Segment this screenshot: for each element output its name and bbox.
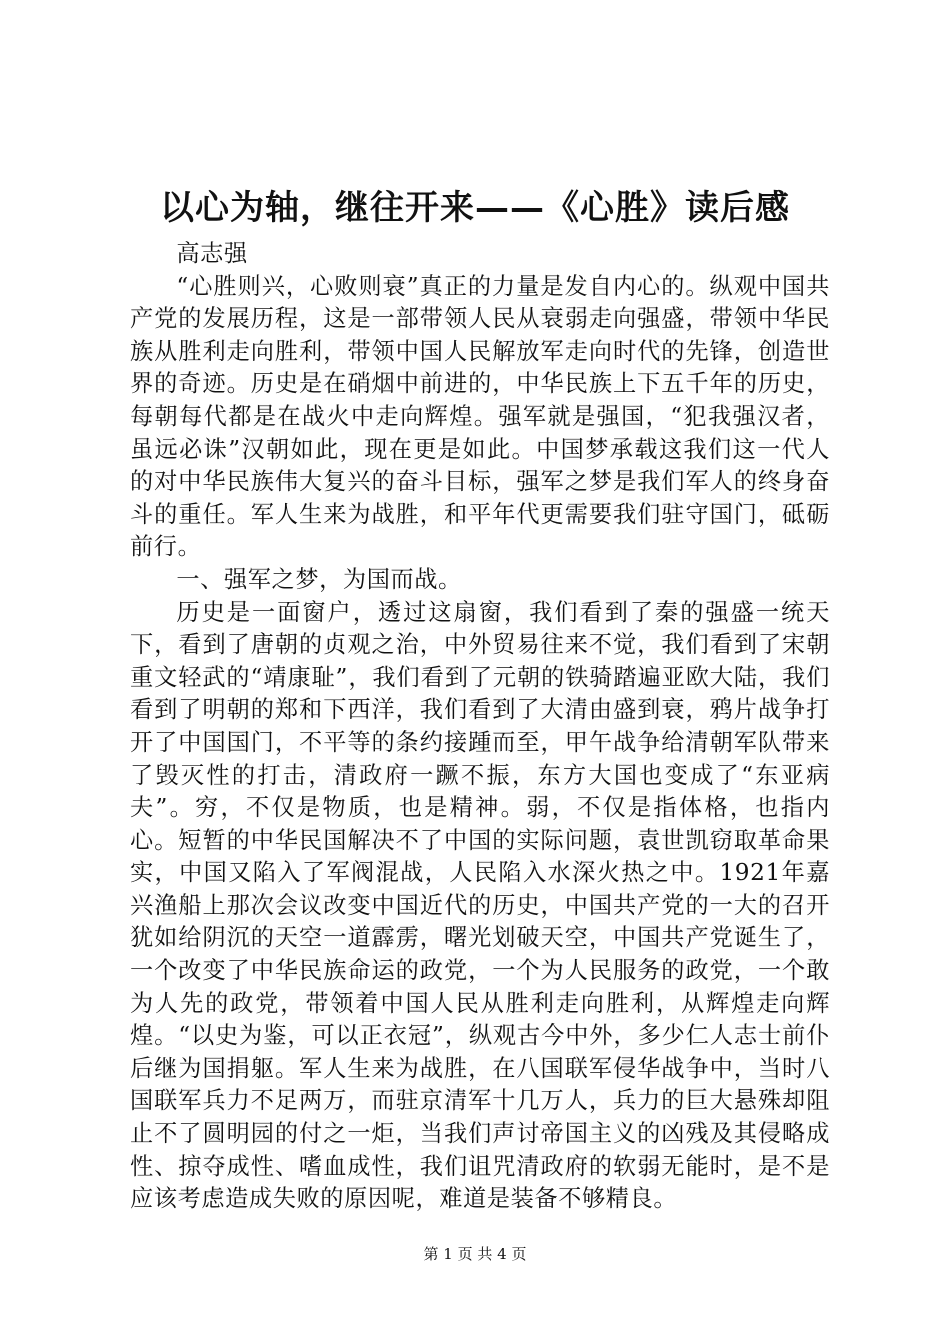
paragraph: 历史是一面窗户，透过这扇窗，我们看到了秦的强盛一统天下，看到了唐朝的贞观之治，中外贸易往来不觉，我们看到了宋朝重文轻武的“靖康耻”，我们看到了元朝的铁骑踏遍亚欧大陆，我们看到了明朝的郑和下西洋，我们看到了大清由盛到衰，鸦片战争打开了中国国门，不平等的条约接踵而至，甲午战争给清朝军队带来了毁灭性的打击，清政府一蹶不振，东方大国也变成了“东亚病夫”。穷，不仅是物质，也是精神。弱，不仅是指体格，也指内心。短暂的中华民国解决不了中国的实际问题，袁世凯窃取革命果实，中国又陷入了军阀混战，人民陷入水深火热之中。1921年嘉兴渔船上那次会议改变中国近代的历史，中国共产党的一大的召开犹如给阴沉的天空一道霹雳，曙光划破天空，中国共产党诞生了，一个改变了中华民族命运的政党，一个为人民服务的政党，一个敢为人先的政党，带领着中国人民从胜利走向胜利，从辉煌走向辉煌。“以史为鉴，可以正衣冠”，纵观古今中外，多少仁人志士前仆后继为国捐躯。军人生来为战胜，在八国联军侵华战争中，当时八国联军兵力不足两万，而驻京清军十几万人，兵力的巨大悬殊却阻止不了圆明园的付之一炬，当我们声讨帝国主义的凶残及其侵略成性、掠夺成性、嗜血成性，我们诅咒清政府的软弱无能时，是不是应该考虑造成失败的原因呢，难道是装备不够精良。 (130, 598, 830, 1213)
section-heading: 一、强军之梦，为国而战。 (176, 565, 462, 593)
document-body (130, 238, 830, 1216)
paragraph: “心胜则兴，心败则衰”真正的力量是发自内心的。纵观中国共产党的发展历程，这是一部带领人民从衰弱走向强盛，带领中华民族从胜利走向胜利，带领中国人民解放军走向时代的先锋，创造世界的奇迹。历史是在硝烟中前进的，中华民族上下五千年的历史，每朝每代都是在战火中走向辉煌。强军就是强国，“犯我强汉者，虽远必诛”汉朝如此，现在更是如此。中国梦承载这我们这一代人的对中华民族伟大复兴的奋斗目标，强军之梦是我们军人的终身奋斗的重任。军人生来为战胜，和平年代更需要我们驻守国门，砥砺前行。 (130, 272, 830, 561)
page-number-footer: 第 1 页 共 4 页 (423, 1245, 527, 1263)
document-title: 以心为轴，继往开来——《心胜》读后感 (160, 188, 790, 228)
author-line: 高志强 (176, 240, 248, 267)
